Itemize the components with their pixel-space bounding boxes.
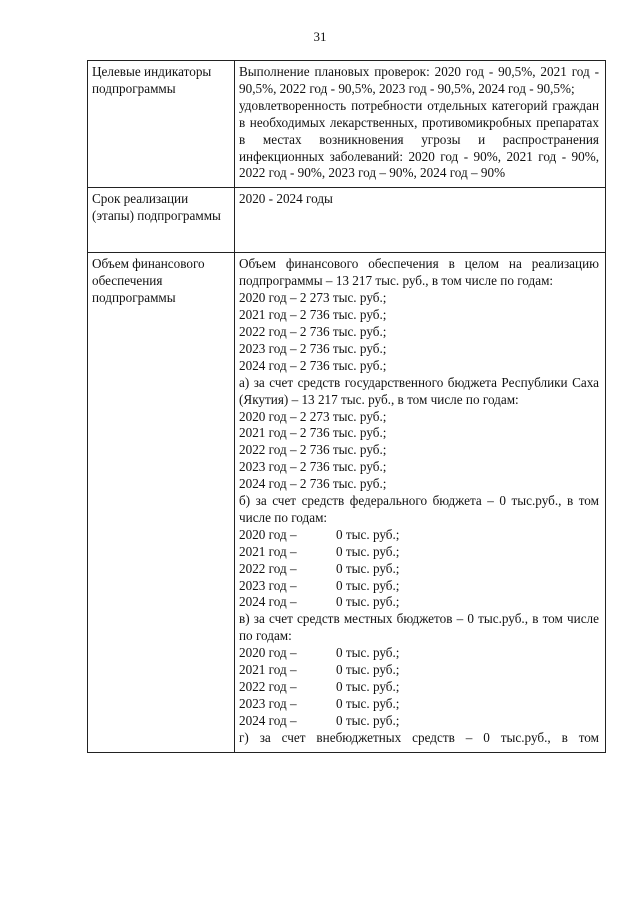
subprogram-passport-table: [87, 60, 606, 753]
funding-federal-year: 2022 год – 0 тыс. руб.;: [239, 560, 400, 576]
funding-total-year: 2021 год – 2 736 тыс. руб.;: [239, 307, 387, 323]
indicators-inspections: Выполнение плановых проверок: 2020 год - 90,5%, 2021 год - 90,5%, 2022 год - 90,5%, 2023 год - 90,5%, 2024 год - 90,5%;: [239, 64, 599, 96]
funding-local-intro: в) за счет средств местных бюджетов – 0 тыс.руб., в том числе по годам:: [239, 611, 599, 644]
funding-regional-year: 2022 год – 2 736 тыс. руб.;: [239, 442, 387, 458]
funding-regional-year: 2023 год – 2 736 тыс. руб.;: [239, 459, 387, 475]
funding-total-year: 2024 год – 2 736 тыс. руб.;: [239, 357, 387, 373]
funding-local-year: 2024 год – 0 тыс. руб.;: [239, 712, 400, 728]
funding-regional-year: 2020 год – 2 273 тыс. руб.;: [239, 408, 387, 424]
indicators-satisfaction: удовлетворенность потребности отдельных категорий граждан в необходимых лекарственных, противомикробных препаратах в местах возникновения угрозы и распространения инфекционных заболеваний: 2020 год - 90%, 2021 год - 90%, 2022 год - 90%, 2023 год – 90%, 2024 год – 90%: [239, 97, 599, 181]
funding-total-intro: Объем финансового обеспечения в целом на реализацию подпрограммы – 13 217 тыс. руб., в том числе по годам:: [239, 256, 599, 289]
funding-regional-year: 2021 год – 2 736 тыс. руб.;: [239, 425, 387, 441]
funding-offbudget-intro: г) за счет внебюджетных средств – 0 тыс.руб., в том: [239, 729, 599, 745]
table-row-funding: [88, 253, 606, 752]
funding-total-year: 2022 год – 2 736 тыс. руб.;: [239, 323, 387, 339]
indicators-label: Целевые индикаторы подпрограммы: [88, 61, 235, 188]
funding-local-year: 2022 год – 0 тыс. руб.;: [239, 679, 400, 694]
term-label: Срок реализации (этапы) подпрограммы: [88, 188, 235, 253]
funding-content: [235, 253, 606, 752]
funding-federal-year: 2023 год – 0 тыс. руб.;: [239, 577, 400, 593]
funding-local-year: 2020 год – 0 тыс. руб.;: [239, 645, 400, 661]
term-value: 2020 - 2024 годы: [235, 188, 606, 253]
page-number: 31: [313, 29, 327, 44]
funding-regional-intro: а) за счет средств государственного бюджета Республики Саха (Якутия) – 13 217 тыс. руб., в том числе по годам:: [239, 374, 599, 407]
funding-federal-intro: б) за счет средств федерального бюджета – 0 тыс.руб., в том числе по годам:: [239, 493, 599, 525]
funding-label: Объем финансового обеспечения подпрограммы: [88, 253, 235, 752]
funding-local-year: 2021 год – 0 тыс. руб.;: [239, 662, 400, 678]
funding-regional-year: 2024 год – 2 736 тыс. руб.;: [239, 476, 387, 492]
table-row-term: [88, 188, 606, 253]
table-row-indicators: [88, 61, 606, 188]
funding-federal-year: 2024 год – 0 тыс. руб.;: [239, 594, 400, 610]
funding-federal-year: 2020 год – 0 тыс. руб.;: [239, 526, 400, 542]
funding-total-year: 2020 год – 2 273 тыс. руб.;: [239, 290, 387, 306]
funding-local-year: 2023 год – 0 тыс. руб.;: [239, 695, 400, 711]
funding-federal-year: 2021 год – 0 тыс. руб.;: [239, 543, 400, 559]
indicators-content: [235, 61, 606, 188]
funding-total-year: 2023 год – 2 736 тыс. руб.;: [239, 340, 387, 356]
